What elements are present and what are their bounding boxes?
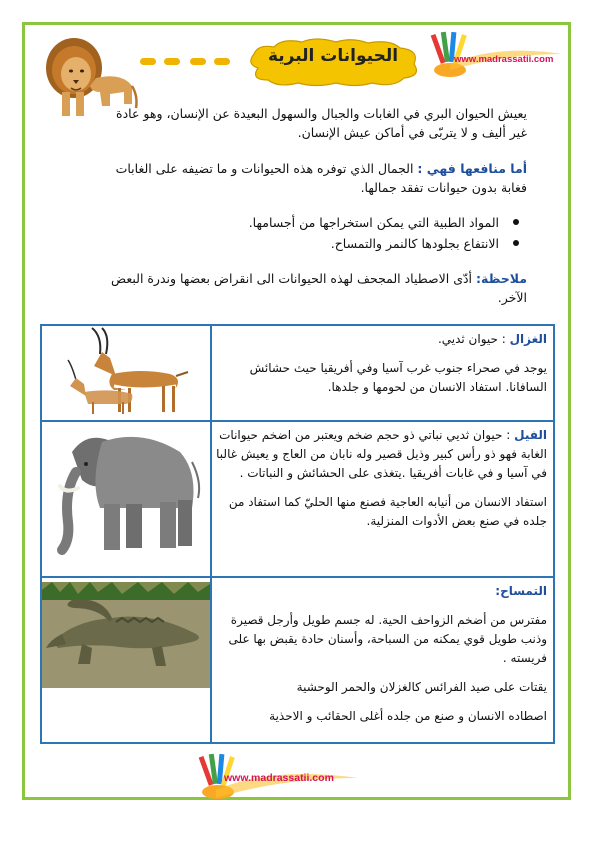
crocodile-name: التمساح: — [495, 584, 547, 598]
gazelle-image — [42, 326, 210, 416]
crocodile-description-3: اصطاده الانسان و صنع من جلده أغلى الحقائب و الاحذية — [269, 709, 547, 723]
table-row — [41, 325, 554, 421]
benefits-text: الجمال الذي توفره هذه الحيوانات و ما تضيفه على الغابات فغابة بدون حيوانات تفقد جمالها. — [115, 161, 527, 195]
logo-text: www.madrassatii.com — [454, 54, 554, 65]
crocodile-text-cell — [211, 577, 554, 743]
crocodile-image — [42, 582, 210, 688]
crocodile-description-1: مفترس من أضخم الزواحف الحية. له جسم طويل وأرجل قصيرة وذنب طويل قوي يمكنه من السباحة، وأسنان حادة يقبض بها على فريسته . — [228, 613, 547, 665]
logo-text: www.madrassatii.com — [224, 772, 334, 784]
elephant-image — [42, 422, 210, 572]
elephant-text-cell — [211, 421, 554, 577]
crocodile-description-2: يقتات على صيد الفرائس كالغزلان والحمر الوحشية — [296, 680, 547, 694]
list-item: الانتفاع بجلودها كالنمر والتمساح. — [101, 233, 521, 254]
note-paragraph — [97, 269, 527, 307]
table-row — [41, 577, 554, 743]
gazelle-description: يوجد في صحراء جنوب غرب آسيا وفي أفريقيا حيث حشائش السافانا. استفاد الانسان من لحومها و جلدها. — [249, 361, 547, 394]
benefits-paragraph — [97, 159, 527, 197]
note-text: أدّى الاصطياد المجحف لهذه الحيوانات الى انقراض بعضها وندرة البعض الآخر. — [111, 271, 527, 305]
gazelle-text-cell — [211, 325, 554, 421]
benefits-label: أما منافعها فهي : — [417, 161, 527, 176]
animals-table — [40, 324, 555, 744]
crocodile-image-cell — [41, 577, 211, 743]
gazelle-image-cell — [41, 325, 211, 421]
crocodile-heading — [216, 582, 547, 601]
list-item: المواد الطبية التي يمكن استخراجها من أجسامها. — [101, 212, 521, 233]
gazelle-name: الغزال — [509, 332, 547, 346]
table-row — [41, 421, 554, 577]
elephant-image-cell — [41, 421, 211, 577]
note-label: ملاحظة: — [476, 271, 527, 286]
intro-paragraph: يعيش الحيوان البري في الغابات والجبال والسهول البعيدة عن الإنسان، وهو عادة غير أليف و لا يتربّى في أماكن عيش الإنسان. — [116, 106, 527, 140]
elephant-intro: : حيوان ثديي نباتي ذو حجم ضخم ويعتبر من اضخم حيوانات الغابة فهو ذو رأس كبير وذيل قصير وله نابان من العاج و يعيش غالبا في آسيا و في غابات أفريقيا .يتغذى على الحشائش و النباتات . — [216, 428, 547, 480]
elephant-name: الفيل — [514, 428, 547, 442]
elephant-description: استفاد الانسان من أنيابه العاجية فصنع منها الحليّ كما استفاد من جلده في صنع بعض الأدوات المنزلية. — [228, 495, 547, 528]
bullet-icon — [513, 240, 519, 246]
gazelle-heading — [216, 330, 547, 349]
page-title: الحيوانات البرية — [267, 46, 399, 66]
bullet-icon — [513, 219, 519, 225]
benefits-list — [101, 212, 521, 254]
elephant-heading — [216, 426, 547, 483]
gazelle-intro: : حيوان ثديي. — [437, 332, 510, 346]
